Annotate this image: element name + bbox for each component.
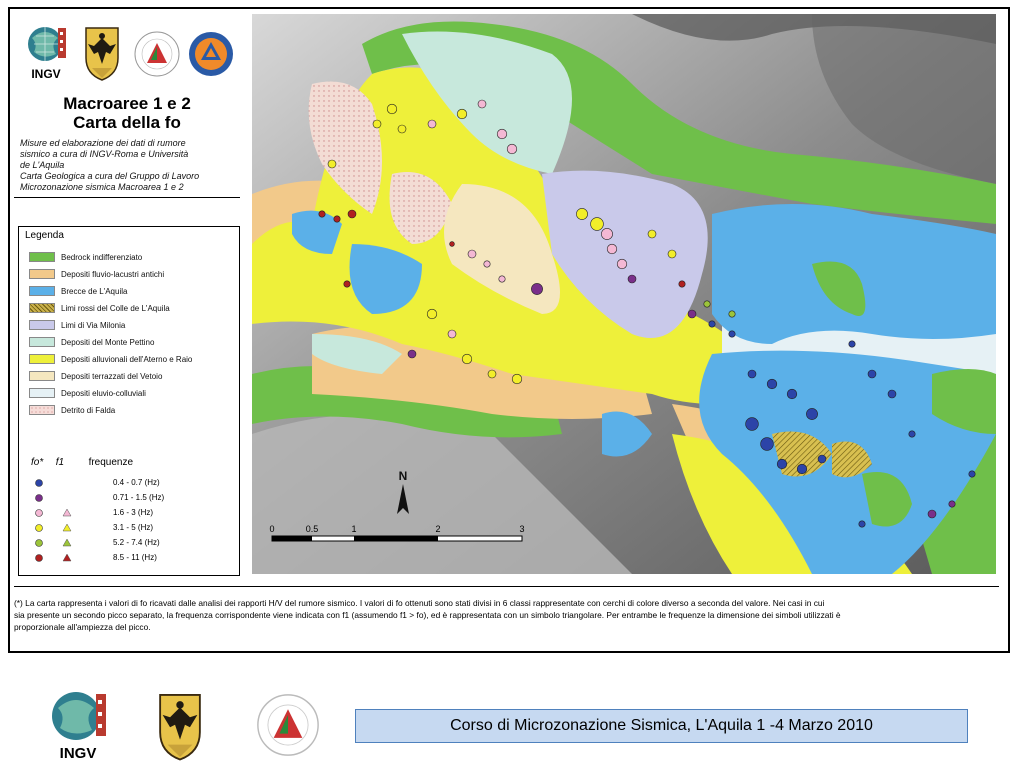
measurement-point (334, 216, 340, 222)
measurement-point (512, 374, 522, 384)
scale-tick-label: 2 (435, 524, 441, 534)
footnote-line: proporzionale all'ampiezza del picco. (14, 622, 151, 632)
fo-circle-marker (36, 480, 43, 487)
ingv-footer-logo (50, 686, 110, 762)
credit-line: sismico a cura di INGV-Roma e Università (20, 149, 189, 159)
frequency-class-row (33, 492, 233, 504)
legend-item (29, 268, 164, 280)
map-credits (14, 132, 240, 193)
measurement-point (499, 276, 505, 282)
legend-item (29, 370, 162, 382)
measurement-point (348, 210, 356, 218)
f1-triangle-marker (63, 554, 71, 561)
measurement-point (328, 160, 336, 168)
measurement-point (709, 321, 715, 327)
measurement-point (462, 354, 472, 364)
legend-label: Depositi fluvio-lacustri antichi (61, 269, 165, 279)
geological-map (252, 14, 996, 574)
measurement-point (601, 228, 612, 239)
legend-swatch (29, 371, 55, 381)
measurement-point (787, 389, 797, 399)
measurement-point (859, 521, 865, 527)
measurement-point (408, 350, 416, 358)
measurement-point (668, 250, 676, 258)
f1-triangle-marker (63, 509, 71, 516)
credit-line: de L'Aquila (20, 160, 65, 170)
measurement-point (767, 379, 777, 389)
measurement-point (969, 471, 975, 477)
measurement-point (949, 501, 955, 507)
title-block (14, 94, 240, 198)
measurement-point (344, 281, 350, 287)
north-label: N (398, 469, 408, 483)
credit-line: Microzonazione sismica Macroarea 1 e 2 (20, 182, 184, 192)
scale-tick-label: 1 (351, 524, 357, 534)
ingv-logo-text: INGV (31, 67, 61, 81)
measurement-point (818, 455, 826, 463)
legend-swatch (29, 269, 55, 279)
legend-swatch (29, 303, 55, 313)
frequency-symbol-icon (33, 492, 93, 504)
legend-label: Depositi eluvio-colluviali (61, 388, 146, 398)
measurement-point (777, 459, 787, 469)
protezione-civile-regional-logo (188, 26, 234, 82)
legend-swatch (29, 354, 55, 364)
aquila-crest-logo (82, 24, 122, 82)
sidebar-panel (14, 14, 240, 574)
measurement-point (507, 144, 517, 154)
measurement-point (748, 370, 756, 378)
fo-circle-marker (36, 555, 43, 562)
scale-bar (272, 536, 522, 541)
legend-item (29, 302, 170, 314)
header-logos (24, 22, 234, 94)
measurement-point (729, 331, 735, 337)
measurement-point (427, 309, 437, 319)
map-title-line1: Macroaree 1 e 2 (63, 94, 191, 113)
frequency-symbol-icon (33, 477, 93, 489)
ingv-footer-text: INGV (59, 745, 97, 762)
scale-tick-label: 0 (269, 524, 275, 534)
measurement-point (746, 418, 759, 431)
legend-label: Depositi alluvionali dell'Aterno e Raio (61, 354, 193, 364)
fo-circle-marker (36, 510, 43, 517)
footer-logos (50, 686, 350, 766)
legend-label: Limi di Via Milonia (61, 320, 126, 330)
fo-circle-marker (36, 525, 43, 532)
measurement-point (484, 261, 490, 267)
measurement-point (679, 281, 685, 287)
frequency-class-row (33, 552, 233, 564)
measurement-point (729, 311, 735, 317)
measurement-point (928, 510, 936, 518)
measurement-point (468, 250, 476, 258)
legend-item (29, 285, 127, 297)
legend-title: Legenda (25, 230, 64, 241)
legend-label: Brecce de L'Aquila (61, 286, 128, 296)
f1-triangle-marker (63, 524, 71, 531)
legend-item (29, 336, 154, 348)
legend-swatch (29, 388, 55, 398)
legend-swatch (29, 405, 55, 415)
frequency-range-label: 0.71 - 1.5 (Hz) (113, 493, 165, 502)
legend-item (29, 353, 192, 365)
frequency-symbol-icon (33, 507, 93, 519)
legend-label: Detrito di Falda (61, 405, 116, 415)
measurement-point (478, 100, 486, 108)
frequency-range-label: 8.5 - 11 (Hz) (113, 553, 157, 562)
measurement-point (448, 330, 456, 338)
footnote-line: (*) La carta rappresenta i valori di fo ricavati dalle analisi dei rapporti H/V del rumore sismico. I valori di fo ottenuti sono stati divisi in 6 classi rappresentate con cerchi di colore diverso a seconda del valore. Nei casi in cui (14, 598, 825, 608)
frequency-range-label: 3.1 - 5 (Hz) (113, 523, 154, 532)
measurement-point (797, 464, 807, 474)
fo-column-label: fo* (31, 457, 44, 468)
aquila-crest-footer-logo (152, 690, 208, 762)
measurement-point (531, 283, 542, 294)
measurement-point (909, 431, 915, 437)
ingv-logo (26, 22, 68, 84)
legend-label: Bedrock indifferenziato (61, 252, 143, 262)
fo-circle-marker (36, 540, 43, 547)
measurement-point (868, 370, 876, 378)
map-title-line2: Carta della fo (73, 113, 181, 132)
frequency-range-label: 1.6 - 3 (Hz) (113, 508, 154, 517)
footnote (14, 586, 999, 633)
legend-swatch (29, 337, 55, 347)
legend-label: Depositi del Monte Pettino (61, 337, 155, 347)
frequency-class-row (33, 477, 233, 489)
frequency-class-row (33, 507, 233, 519)
scale-tick-label: 0.5 (305, 524, 319, 534)
frequency-legend-header (31, 457, 133, 468)
f1-column-label: f1 (55, 457, 65, 468)
legend-item (29, 251, 142, 263)
measurement-point (450, 242, 455, 247)
legend-item (29, 404, 115, 416)
frequency-column-label: frequenze (88, 457, 134, 468)
measurement-point (387, 104, 397, 114)
measurement-point (373, 120, 381, 128)
measurement-point (617, 259, 627, 269)
legend-item (29, 387, 146, 399)
frequency-range-label: 0.4 - 0.7 (Hz) (113, 478, 160, 487)
map-canvas (252, 14, 996, 574)
measurement-point (704, 301, 710, 307)
frequency-class-row (33, 537, 233, 549)
measurement-point (888, 390, 896, 398)
measurement-point (576, 208, 587, 219)
measurement-point (849, 341, 855, 347)
legend-swatch (29, 320, 55, 330)
legend-box (18, 226, 240, 576)
legend-swatch (29, 252, 55, 262)
measurement-point (488, 370, 496, 378)
frequency-class-row (33, 522, 233, 534)
measurement-point (428, 120, 436, 128)
legend-item (29, 319, 125, 331)
credit-line: Misure ed elaborazione dei dati di rumore (20, 138, 186, 148)
measurement-point (398, 125, 406, 133)
measurement-point (806, 408, 817, 419)
measurement-point (688, 310, 696, 318)
credit-line: Carta Geologica a cura del Gruppo di Lavoro (20, 171, 200, 181)
scale-tick-label: 3 (519, 524, 525, 534)
protezione-civile-footer-logo (255, 692, 321, 758)
frequency-symbol-icon (33, 537, 93, 549)
f1-triangle-marker (63, 539, 71, 546)
measurement-point (457, 109, 467, 119)
measurement-point (591, 218, 604, 231)
fo-circle-marker (36, 495, 43, 502)
measurement-point (648, 230, 656, 238)
measurement-point (319, 211, 325, 217)
protezione-civile-logo (134, 26, 180, 82)
legend-swatch (29, 286, 55, 296)
footnote-line: sia presente un secondo picco separato, la frequenza corrispondente viene indicata con f1 (assumendo f1 > fo), ed è rappresentata con un simbolo triangolare. Per entrambe le frequenze la dimensione dei simboli utilizzati è (14, 610, 841, 620)
frequency-symbol-icon (33, 552, 93, 564)
legend-label: Limi rossi del Colle de L'Aquila (61, 303, 170, 313)
frequency-range-label: 5.2 - 7.4 (Hz) (113, 538, 160, 547)
measurement-point (761, 438, 774, 451)
course-title-banner: Corso di Microzonazione Sismica, L'Aquila 1 -4 Marzo 2010 (355, 709, 968, 743)
measurement-point (497, 129, 507, 139)
measurement-point (607, 244, 617, 254)
measurement-point (628, 275, 636, 283)
frequency-symbol-icon (33, 522, 93, 534)
legend-label: Depositi terrazzati del Vetoio (61, 371, 163, 381)
